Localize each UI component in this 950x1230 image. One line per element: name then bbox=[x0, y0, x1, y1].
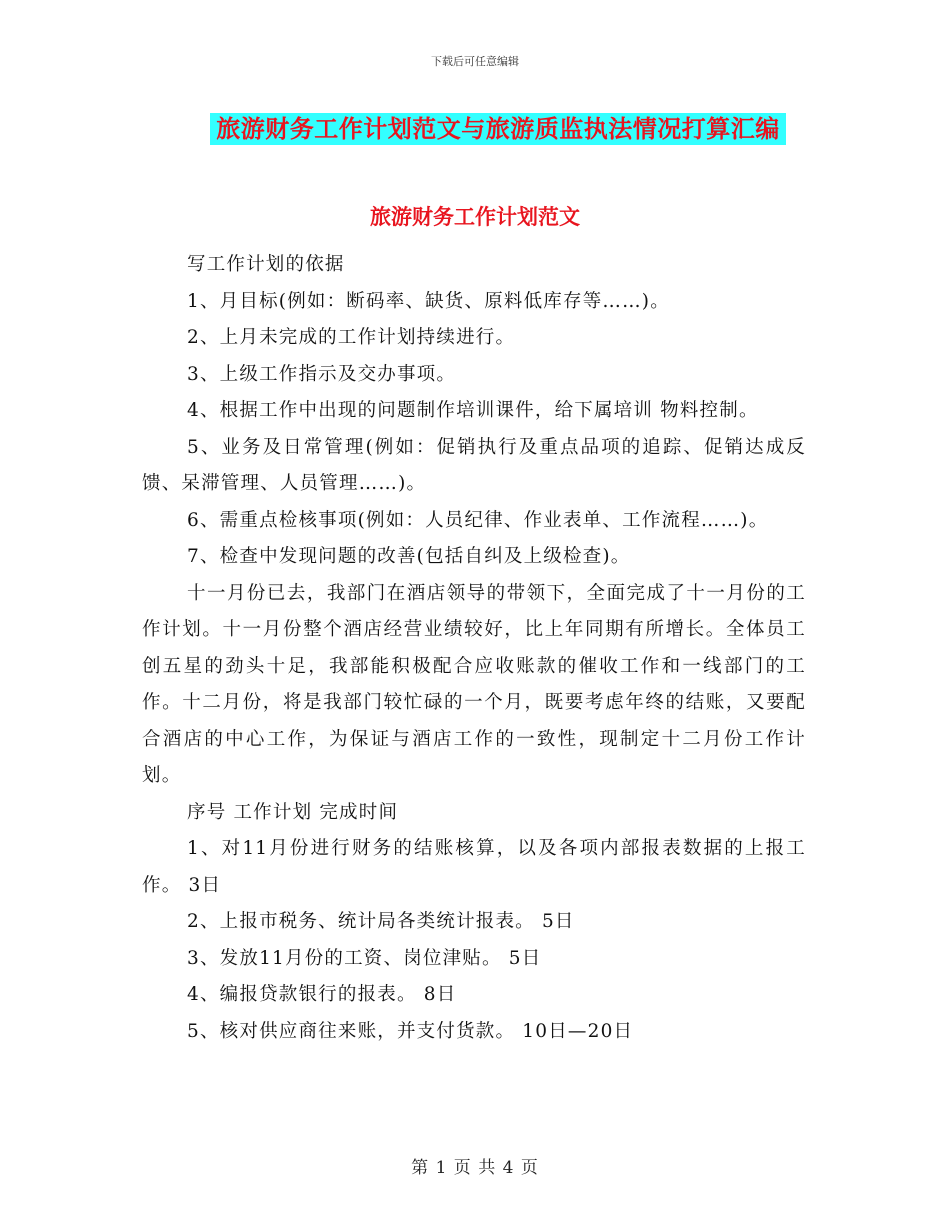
page-footer: 第 1 页 共 4 页 bbox=[411, 1158, 539, 1178]
paragraph: 5、核对供应商往来账，并支付货款。 10日—20日 bbox=[187, 1020, 634, 1042]
paragraph: 1、对11月份进行财务的结账核算，以及各项内部报表数据的上报工作。 3日 bbox=[142, 838, 806, 896]
paragraph: 2、上报市税务、统计局各类统计报表。 5日 bbox=[187, 911, 575, 932]
document-title: 旅游财务工作计划范文与旅游质监执法情况打算汇编 bbox=[210, 113, 786, 145]
paragraph: 十一月份已去，我部门在酒店领导的带领下，全面完成了十一月份的工作计划。十一月份整个酒店经营业绩较好，比上年同期有所增长。全体员工创五星的劲头十足，我部能积极配合应收账款的催收工作和一线部门的工作。十二月份，将是我部门较忙碌的一个月，既要考虑年终的结账，又要配合酒店的中心工作，为保证与酒店工作的一致性，现制定十二月份工作计划。 bbox=[142, 582, 806, 786]
header-note: 下载后可任意编辑 bbox=[431, 55, 519, 68]
paragraph: 4、编报贷款银行的报表。 8日 bbox=[187, 984, 457, 1005]
paragraph: 7、检查中发现问题的改善(包括自纠及上级检查)。 bbox=[187, 546, 631, 567]
paragraph: 4、根据工作中出现的问题制作培训课件，给下属培训 物料控制。 bbox=[187, 400, 759, 421]
paragraph: 写工作计划的依据 bbox=[187, 254, 345, 275]
paragraph: 2、上月未完成的工作计划持续进行。 bbox=[187, 327, 516, 348]
paragraph: 序号 工作计划 完成时间 bbox=[187, 801, 399, 823]
section-title: 旅游财务工作计划范文 bbox=[370, 205, 580, 229]
paragraph: 5、业务及日常管理(例如：促销执行及重点品项的追踪、促销达成反馈、呆滞管理、人员管理……)。 bbox=[142, 436, 806, 494]
document-body bbox=[142, 247, 806, 1050]
paragraph: 1、月目标(例如：断码率、缺货、原料低库存等……)。 bbox=[187, 290, 670, 312]
document-title-wrap bbox=[0, 113, 950, 145]
paragraph: 3、发放11月份的工资、岗位津贴。 5日 bbox=[187, 947, 542, 969]
paragraph: 6、需重点检核事项(例如：人员纪律、作业表单、工作流程……)。 bbox=[187, 509, 769, 531]
paragraph: 3、上级工作指示及交办事项。 bbox=[187, 363, 457, 385]
